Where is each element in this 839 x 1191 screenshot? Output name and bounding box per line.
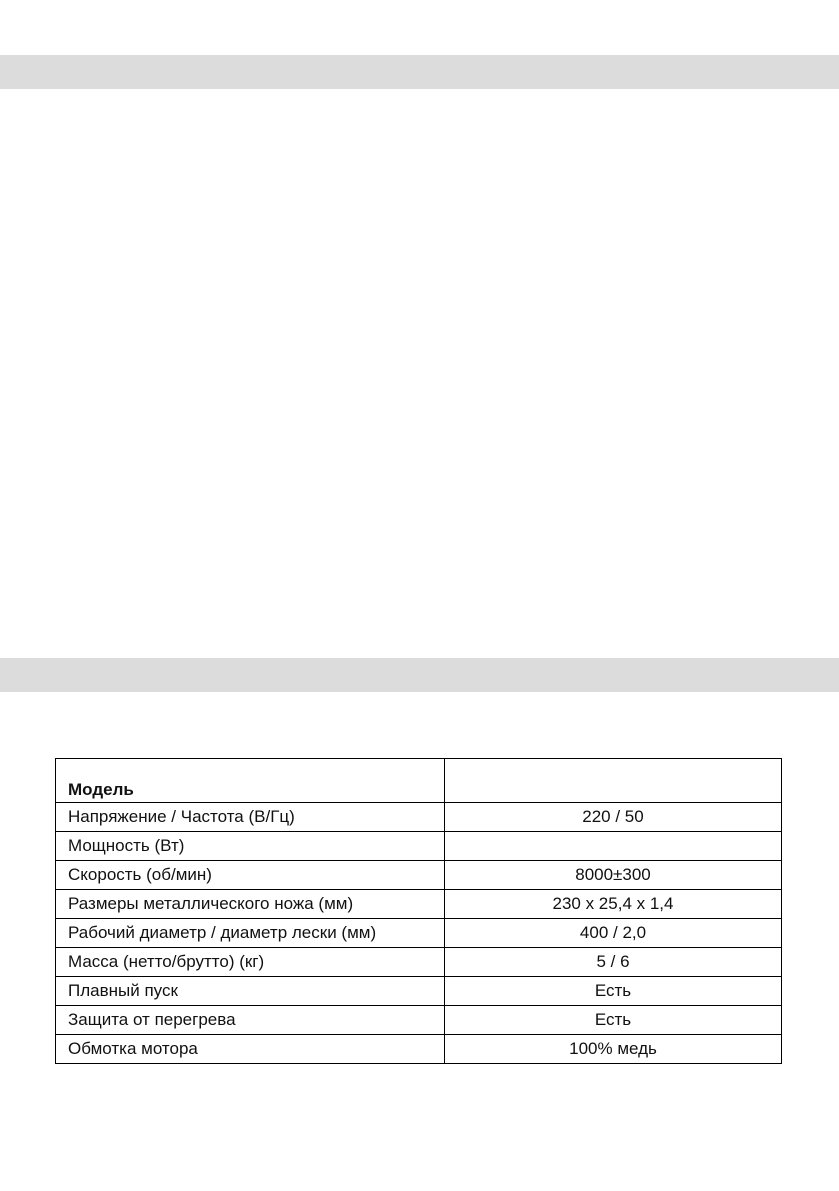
spec-value: 5 / 6: [445, 948, 782, 977]
spec-label: Защита от перегрева: [56, 1006, 445, 1035]
spec-value: 220 / 50: [445, 803, 782, 832]
table-row: [56, 1035, 782, 1064]
spec-label: Размеры металлического ножа (мм): [56, 890, 445, 919]
spec-label: Масса (нетто/брутто) (кг): [56, 948, 445, 977]
spec-label: Обмотка мотора: [56, 1035, 445, 1064]
table-header-row: [56, 759, 782, 803]
table-row: [56, 919, 782, 948]
spec-value: 400 / 2,0: [445, 919, 782, 948]
spec-label: Мощность (Вт): [56, 832, 445, 861]
section-header-bar-top: [0, 55, 839, 89]
section-header-bar-specs: [0, 658, 839, 692]
table-row: [56, 861, 782, 890]
table-row: [56, 832, 782, 861]
table-row: [56, 1006, 782, 1035]
model-value: [445, 759, 782, 803]
spec-label: Напряжение / Частота (В/Гц): [56, 803, 445, 832]
spec-value: Есть: [445, 977, 782, 1006]
model-label: Модель: [56, 759, 445, 803]
table-row: [56, 803, 782, 832]
specifications-table: [55, 758, 782, 1064]
spec-label: Рабочий диаметр / диаметр лески (мм): [56, 919, 445, 948]
spec-value: 230 x 25,4 x 1,4: [445, 890, 782, 919]
spec-value: Есть: [445, 1006, 782, 1035]
spec-value: 100% медь: [445, 1035, 782, 1064]
table-row: [56, 977, 782, 1006]
spec-label: Плавный пуск: [56, 977, 445, 1006]
spec-value: [445, 832, 782, 861]
table-row: [56, 948, 782, 977]
spec-label: Скорость (об/мин): [56, 861, 445, 890]
table-row: [56, 890, 782, 919]
spec-value: 8000±300: [445, 861, 782, 890]
